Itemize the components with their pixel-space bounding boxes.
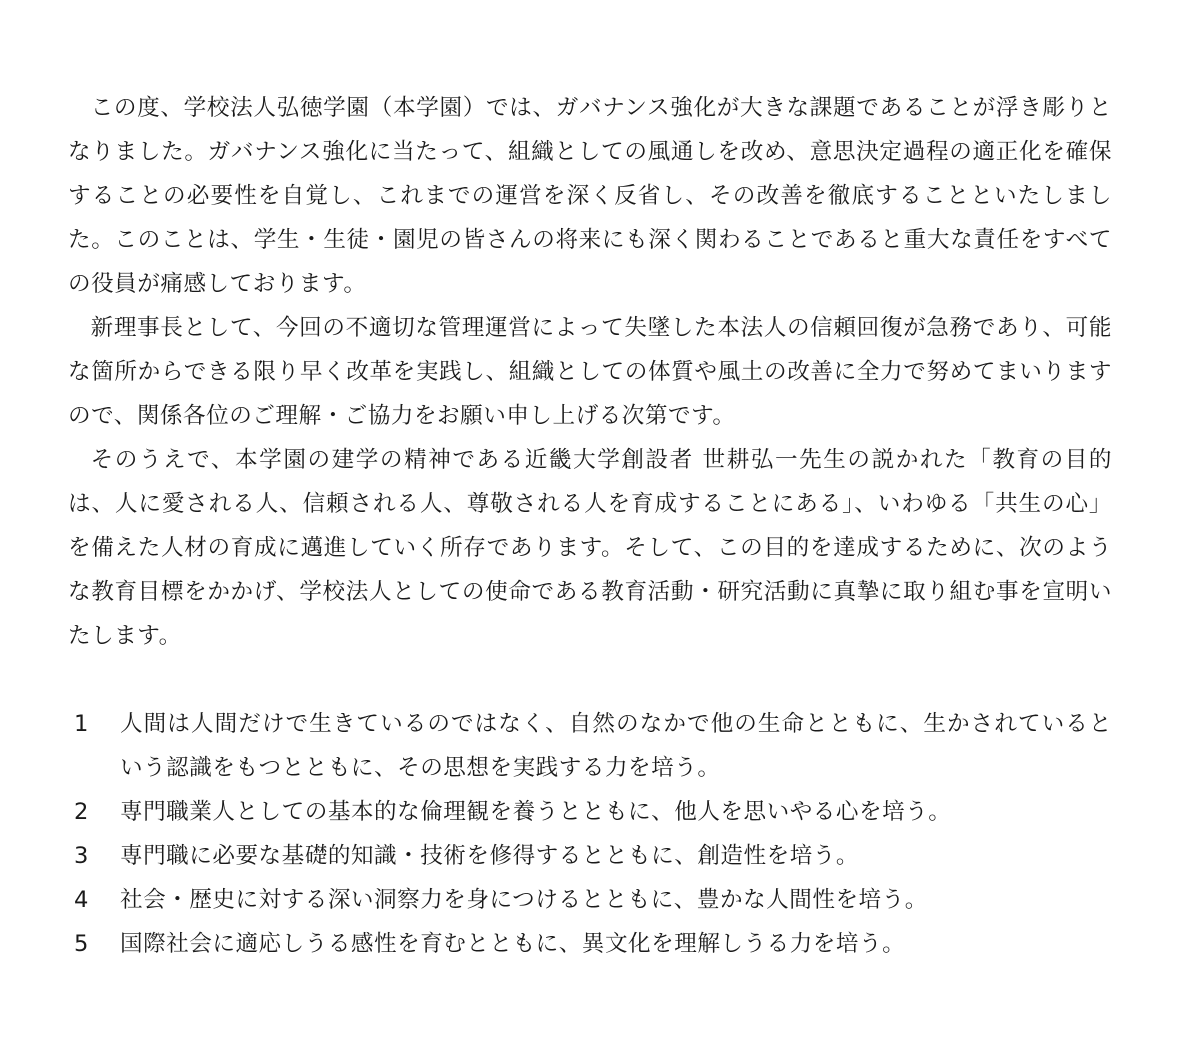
document-body: [68, 86, 1112, 966]
intro-paragraph: この度、学校法人弘徳学園（本学園）では、ガバナンス強化が大きな課題であることが浮き彫りとなりました。ガバナンス強化に当たって、組織としての風通しを改め、意思決定過程の適正化を確保することの必要性を自覚し、これまでの運営を深く反省し、その改善を徹底することといたしました。このことは、学生・生徒・園児の皆さんの将来にも深く関わることであると重大な責任をすべての役員が痛感しております。: [68, 95, 1112, 297]
goal-text: 専門職業人としての基本的な倫理観を養うとともに、他人を思いやる心を培う。: [120, 799, 952, 825]
goal-item: [68, 878, 1112, 922]
goal-item: [68, 834, 1112, 878]
goal-text: 社会・歴史に対する深い洞察力を身につけるとともに、豊かな人間性を培う。: [120, 887, 928, 913]
goal-number: 3: [74, 843, 89, 869]
goal-item: [68, 790, 1112, 834]
goal-number: 1: [74, 711, 89, 737]
goal-text: 国際社会に適応しうる感性を育むとともに、異文化を理解しうる力を培う。: [120, 931, 906, 957]
education-goals-list: [68, 702, 1112, 966]
goal-item: [68, 922, 1112, 966]
chairman-paragraph: 新理事長として、今回の不適切な管理運営によって失墜した本法人の信頼回復が急務であり、可能な箇所からできる限り早く改革を実践し、組織としての体質や風土の改善に全力で努めてまいりますので、関係各位のご理解・ご協力をお願い申し上げる次第です。: [68, 315, 1112, 429]
goal-text: 専門職に必要な基礎的知識・技術を修得するとともに、創造性を培う。: [120, 843, 859, 869]
founding-spirit-paragraph: そのうえで、本学園の建学の精神である近畿大学創設者 世耕弘一先生の説かれた「教育の目的は、人に愛される人、信頼される人、尊敬される人を育成することにある」、いわゆる「共生の心」を備えた人材の育成に邁進していく所存であります。そして、この目的を達成するために、次のような教育目標をかかげ、学校法人としての使命である教育活動・研究活動に真摯に取り組む事を宣明いたします。: [68, 447, 1112, 649]
goal-item: [68, 702, 1112, 790]
goal-number: 2: [74, 799, 89, 825]
goal-text: 人間は人間だけで生きているのではなく、自然のなかで他の生命とともに、生かされているという認識をもつとともに、その思想を実践する力を培う。: [120, 711, 1112, 781]
goal-number: 5: [74, 931, 89, 957]
goal-number: 4: [74, 887, 89, 913]
